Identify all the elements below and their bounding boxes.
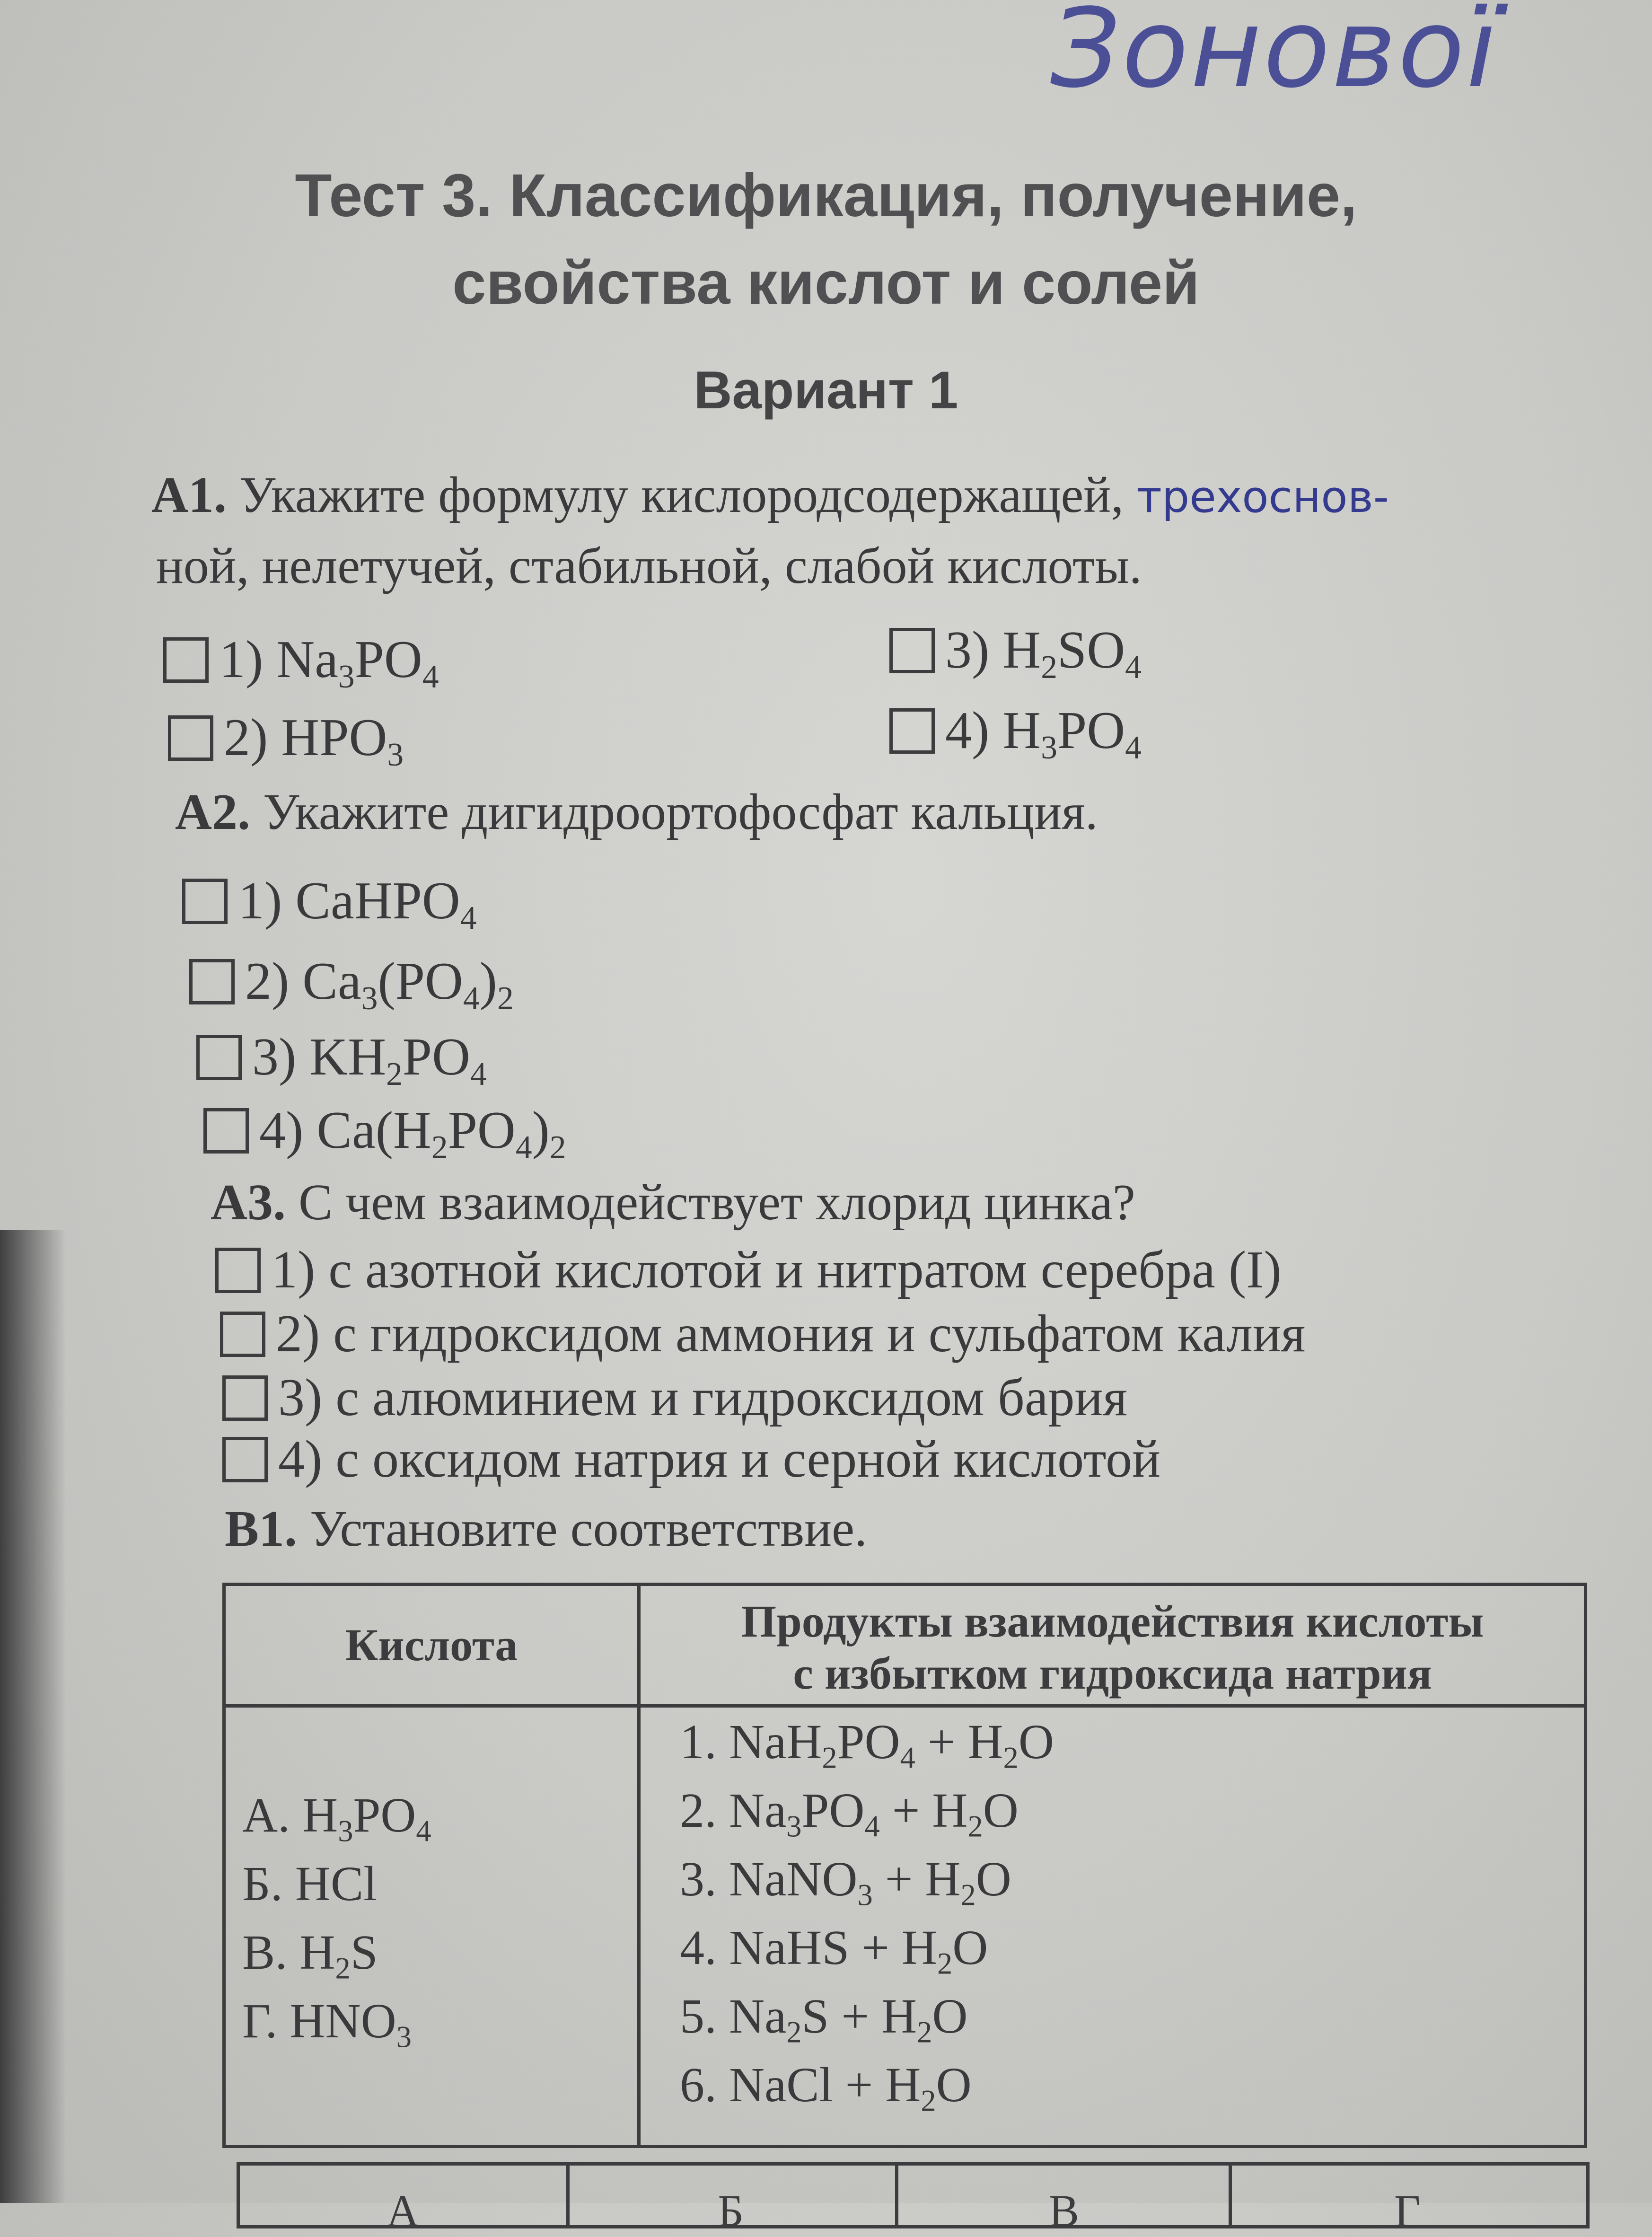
handwritten-name: Зонової [1050, 0, 1499, 112]
row-letter: А. [242, 1788, 290, 1842]
row-number: 5. [680, 1989, 717, 2043]
product-formula: NaHS + $H_2O$ [729, 1920, 988, 1981]
row-number: 3. [680, 1852, 717, 1906]
product-formula: NaCl + $H_2O$ [729, 2058, 972, 2118]
option-text: с алюминием и гидроксидом бария [335, 1368, 1128, 1427]
acid-formula: $H_3PO_4$ [302, 1788, 431, 1848]
variant-heading: Вариант 1 [694, 361, 958, 420]
answer-checkbox[interactable] [163, 637, 209, 683]
question-text: Установите соответствие. [310, 1501, 868, 1557]
answer-checkbox[interactable] [215, 1248, 261, 1293]
answer-checkbox[interactable] [889, 628, 935, 673]
product-formula: $Na_3PO_4 + H_2O$ [729, 1783, 1019, 1843]
answer-grid-divider [895, 2166, 898, 2225]
a3-option-2[interactable] [220, 1303, 1305, 1365]
answer-header-a: А [387, 2185, 420, 2236]
option-number: 2) [224, 708, 268, 767]
a3-option-3[interactable] [222, 1367, 1127, 1428]
a1-option-2[interactable] [168, 707, 404, 774]
answer-header-g: Г [1394, 2185, 1421, 2236]
answer-grid-divider [1229, 2166, 1232, 2225]
option-formula: $Ca_3(PO_4)_2$ [302, 952, 514, 1017]
test-title-line2: свойства кислот и солей [452, 249, 1200, 317]
product-formula: $NaH_2PO_4 + H_2O$ [729, 1715, 1054, 1775]
row-letter: Б. [242, 1857, 283, 1911]
option-number: 4) [259, 1101, 304, 1160]
question-text: Укажите дигидроортофосфат кальция. [263, 784, 1098, 840]
option-number: 4) [278, 1430, 323, 1488]
answer-grid-divider [566, 2166, 570, 2225]
option-formula: $H_2SO_4$ [1002, 621, 1142, 686]
option-formula: $H_3PO_4$ [1002, 701, 1142, 766]
table-divider [637, 1586, 641, 2145]
product-row-2 [680, 1782, 1019, 1843]
question-label: А2. [175, 784, 250, 840]
row-number: 6. [680, 2058, 717, 2112]
a1-option-4[interactable] [889, 700, 1142, 766]
answer-checkbox[interactable] [196, 1035, 242, 1080]
option-formula: $KH_2PO_4$ [309, 1028, 487, 1093]
answer-checkbox[interactable] [220, 1312, 265, 1357]
acid-formula: $HNO_3$ [290, 1994, 412, 2054]
a2-option-3[interactable] [196, 1027, 487, 1093]
question-a2 [175, 783, 1098, 842]
acid-row-v [242, 1924, 378, 1985]
answer-header-v: В [1049, 2185, 1080, 2236]
option-number: 2) [276, 1304, 320, 1363]
question-text: Укажите формулу кислородсодержащей, [239, 467, 1124, 523]
a2-option-1[interactable] [182, 871, 477, 937]
header-line: Продукты взаимодействия кислоты [741, 1596, 1484, 1647]
option-number: 4) [945, 701, 990, 760]
a1-option-3[interactable] [889, 620, 1142, 686]
answer-checkbox[interactable] [222, 1437, 268, 1482]
option-number: 1) [219, 630, 264, 689]
a2-option-4[interactable] [203, 1100, 566, 1166]
option-text: с оксидом натрия и серной кислотой [335, 1430, 1161, 1488]
answer-checkbox[interactable] [189, 959, 235, 1004]
acid-formula: $H_2S$ [299, 1925, 378, 1985]
row-letter: В. [242, 1925, 288, 1980]
table-header-divider [226, 1704, 1584, 1708]
row-number: 2. [680, 1783, 717, 1838]
option-number: 3) [945, 621, 990, 679]
question-text: С чем взаимодействует хлорид цинка? [299, 1174, 1135, 1231]
row-number: 1. [680, 1715, 717, 1769]
answer-checkbox[interactable] [222, 1375, 268, 1421]
option-number: 1) [271, 1241, 316, 1299]
product-formula: NaNO$_3$ + $H_2O$ [729, 1852, 1011, 1912]
option-number: 1) [238, 872, 282, 930]
row-letter: Г. [242, 1994, 278, 2048]
question-b1 [225, 1500, 867, 1559]
option-formula: $Na_3PO_4$ [276, 630, 439, 696]
answer-checkbox[interactable] [168, 715, 213, 761]
product-row-5 [680, 1988, 968, 2049]
page-shadow [0, 1230, 66, 2203]
question-a3 [211, 1173, 1135, 1232]
answer-checkbox[interactable] [182, 879, 228, 924]
answer-checkbox[interactable] [889, 708, 935, 754]
question-a1 [151, 466, 1389, 525]
test-title-line1: Тест 3. Классификация, получение, [295, 162, 1357, 229]
a3-option-1[interactable] [215, 1240, 1282, 1301]
product-row-6 [680, 2057, 972, 2118]
option-number: 3) [278, 1368, 323, 1427]
acid-row-g [242, 1993, 412, 2054]
acid-row-a [242, 1787, 431, 1848]
product-row-3 [680, 1851, 1011, 1912]
option-number: 3) [252, 1028, 297, 1086]
question-a1-line2: ной, нелетучей, стабильной, слабой кислоты. [156, 538, 1142, 594]
answer-grid [237, 2162, 1590, 2236]
product-row-4 [680, 1920, 988, 1981]
matching-table [222, 1583, 1587, 2148]
a3-option-4[interactable] [222, 1429, 1160, 1490]
a2-option-2[interactable] [189, 951, 514, 1017]
option-formula: CaHPO$_4$ [295, 872, 477, 937]
option-number: 2) [245, 952, 290, 1011]
acid-formula: HCl [295, 1857, 378, 1911]
a1-option-1[interactable] [163, 629, 439, 696]
acid-row-b [242, 1856, 377, 1912]
answer-header-b: Б [718, 2185, 744, 2236]
answer-checkbox[interactable] [203, 1108, 249, 1154]
header-line: с избытком гидроксида натрия [793, 1648, 1432, 1699]
question-label: А1. [151, 467, 227, 523]
column-header-products [641, 1595, 1584, 1700]
column-header-acid: Кислота [345, 1620, 518, 1670]
product-row-1 [680, 1714, 1054, 1775]
question-label: А3. [211, 1174, 286, 1231]
row-number: 4. [680, 1920, 717, 1975]
question-label: В1. [225, 1501, 298, 1557]
product-formula: $Na_2S + H_2O$ [729, 1989, 968, 2049]
option-text: с азотной кислотой и нитратом серебра (I) [328, 1241, 1282, 1299]
handwritten-note: трехоснов- [1136, 472, 1389, 522]
option-formula: $HPO_3$ [281, 708, 404, 774]
option-formula: $Ca(H_2PO_4)_2$ [316, 1101, 566, 1166]
option-text: с гидроксидом аммония и сульфатом калия [333, 1304, 1306, 1363]
